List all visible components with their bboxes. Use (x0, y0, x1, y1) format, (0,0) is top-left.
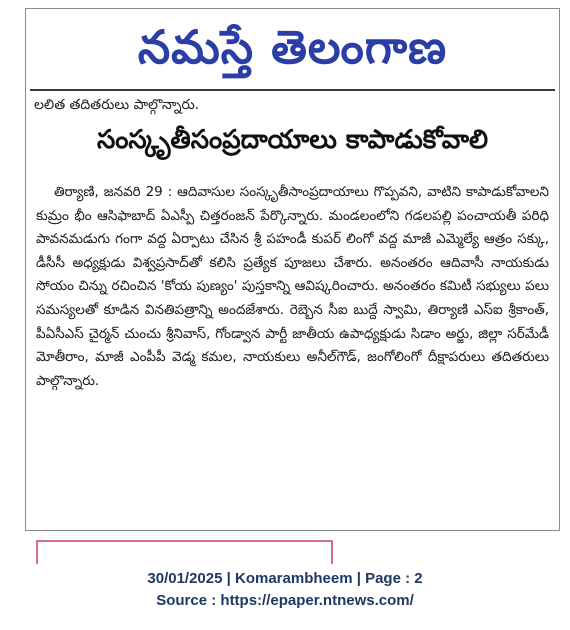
next-article-border (36, 540, 333, 564)
newspaper-masthead: నమస్తే తెలంగాణ (137, 20, 448, 74)
article-headline: సంస్కృతీసంప్రదాయాలు కాపాడుకోవాలి (96, 125, 489, 155)
masthead-divider (30, 89, 555, 91)
footer-source-link[interactable]: Source : https://epaper.ntnews.com/ (156, 592, 414, 609)
footer-date-edition-page: 30/01/2025 | Komarambheem | Page : 2 (147, 570, 423, 587)
article-body: తిర్యాణి, జనవరి 29 : ఆదివాసుల సంస్కృతీసాంప్రదాయాలు గొప్పవని, వాటిని కాపాడుకోవాలని కుమ్రం భీం ఆసిఫాబాద్ ఏఎస్పీ చిత్తరంజన్ పేర్కొన్నారు. మండలంలోని గడలపల్లి పంచాయతీ పరిధి పావనమడుగు గంగా వద్ద ఏర్పాటు చేసిన శ్రీ పహండీ కుపర్ లింగో వద్ద మాజీ ఎమ్మెల్యే ఆత్రం సక్కు, డీసీసీ అధ్యక్షుడు విశ్వప్రసాద్‌తో కలిసి ప్రత్యేక పూజలు చేశారు. అనంతరం ఆదివాసీ నాయకుడు సోయం చిన్ను రచించిన 'కోయ పుణ్యం' పుస్తకాన్ని ఆవిష్కరించారు. అనంతరం కమిటీ సభ్యులు పలు సమస్యలతో కూడిన వినతిపత్రాన్ని అందజేశారు. రెబ్బెన సీఐ బుద్దే స్వామి, తిర్యాణి ఎస్ఐ శ్రీకాంత్, పీఏసీఎస్ చైర్మన్ చుంచు శ్రీనివాస్, గోండ్వాన పార్టీ జాతీయ ఉపాధ్యక్షుడు సిడాం అర్జు, జిల్లా సర్‌మేడీ మోతీరాం, మాజీ ఎంపీపీ వెడ్మ కమల, నాయకులు అనీల్‌గౌడ్, జంగోలింగో దీక్షాపరులు తదితరులు పాల్గొన్నారు. (36, 184, 549, 389)
news-clipping (25, 8, 560, 531)
previous-article-tail: లలిత తదితరులు పాల్గొన్నారు. (34, 97, 200, 113)
